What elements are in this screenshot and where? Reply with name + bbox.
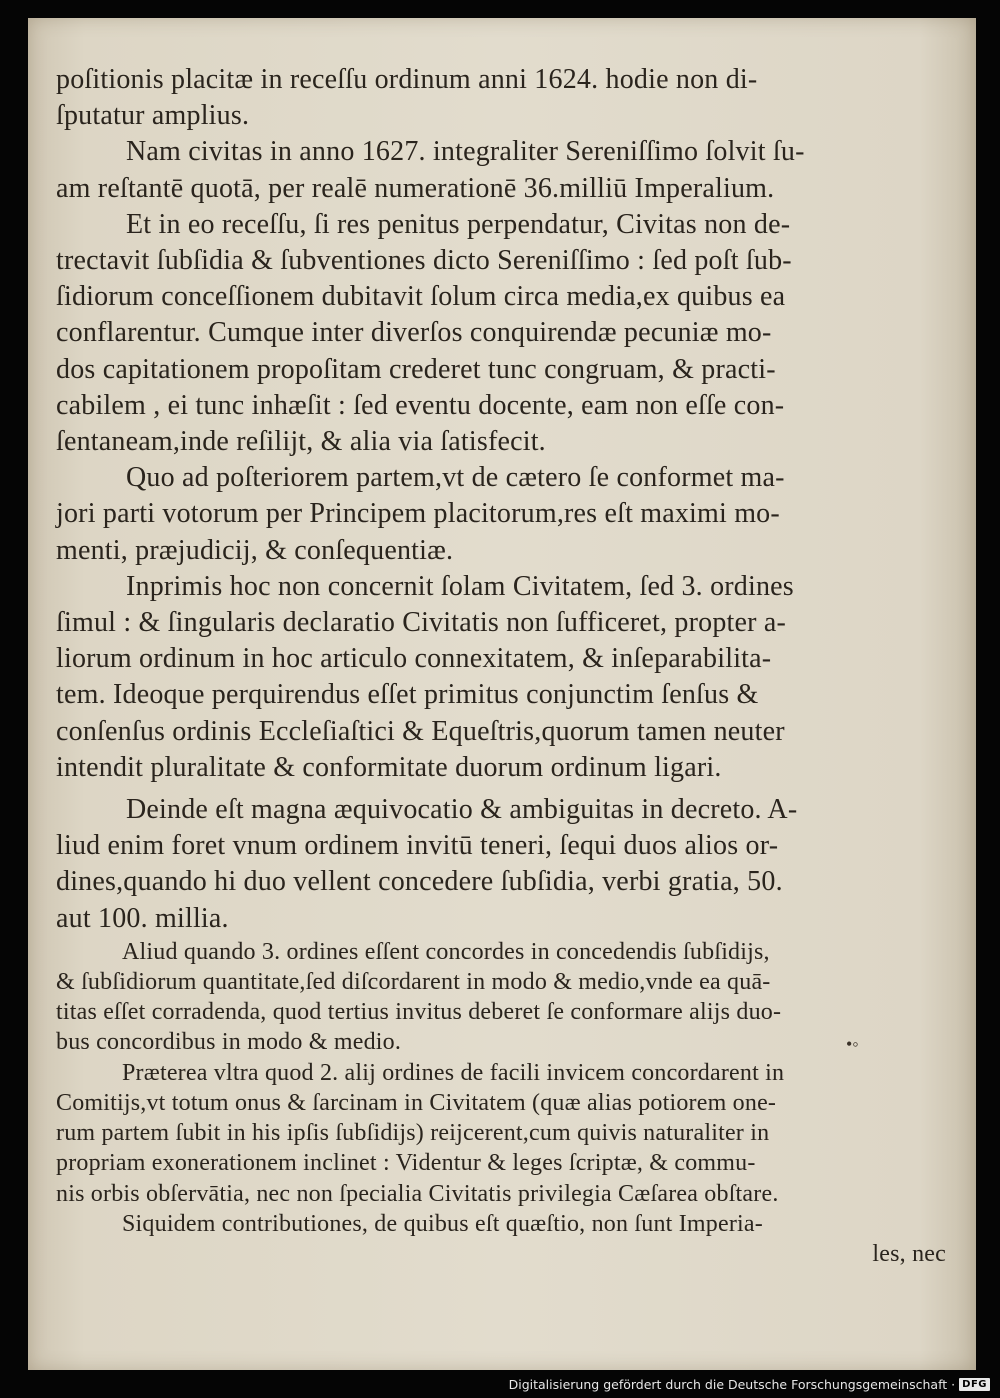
- text-line: Inprimis hoc non concernit ſolam Civitatem, ſed 3. ordines: [126, 570, 794, 602]
- text-line: ſputatur amplius.: [56, 100, 250, 132]
- text-line: conſenſus ordinis Eccleſiaſtici & Equeſtris,quorum tamen neuter: [56, 715, 785, 747]
- text-line: titas eſſet corradenda, quod tertius invitus deberet ſe conformare alijs duo-: [56, 999, 782, 1026]
- book-page: [28, 18, 976, 1370]
- text-line: nis orbis obſervātia, nec non ſpecialia Civitatis privilegia Cæſarea obſtare.: [56, 1180, 779, 1207]
- text-line: cabilem , ei tunc inhæſit : ſed eventu docente, eam non eſſe con-: [56, 389, 785, 421]
- text-line: ſimul : & ſingularis declaratio Civitatis non ſufficeret, propter a-: [56, 607, 787, 639]
- text-line: Aliud quando 3. ordines eſſent concordes in concedendis ſubſidijs,: [122, 938, 770, 965]
- text-line: bus concordibus in modo & medio.: [56, 1029, 402, 1056]
- text-line: liorum ordinum in hoc articulo connexitatem, & inſeparabilita-: [56, 643, 772, 675]
- text-line: ſidiorum conceſſionem dubitavit ſolum circa media,ex quibus ea: [56, 281, 786, 313]
- text-line: Quo ad poſteriorem partem,vt de cætero ſe conformet ma-: [126, 462, 785, 494]
- text-line: Et in eo receſſu, ſi res penitus perpendatur, Civitas non de-: [126, 208, 791, 240]
- text-line: rum partem ſubit in his ipſis ſubſidijs) reijcerent,cum quivis naturaliter in: [56, 1120, 770, 1147]
- text-line: ſentaneam,inde reſilijt, & alia via ſatisfecit.: [56, 426, 546, 458]
- credit-text: Digitalisierung gefördert durch die Deutsche Forschungsgemeinschaft: [508, 1376, 948, 1392]
- text-line: Præterea vltra quod 2. alij ordines de facili invicem concordarent in: [122, 1059, 785, 1086]
- text-line: Deinde eſt magna æquivocatio & ambiguitas in decreto. A-: [126, 794, 798, 826]
- text-line: & ſubſidiorum quantitate,ſed diſcordarent in modo & medio,vnde ea quā-: [56, 969, 771, 996]
- text-line: conflarentur. Cumque inter diverſos conquirendæ pecuniæ mo-: [56, 317, 772, 349]
- catchword: les, nec: [872, 1240, 946, 1267]
- text-line: menti, præjudicij, & conſequentiæ.: [56, 534, 454, 566]
- text-line: trectavit ſubſidia & ſubventiones dicto Sereniſſimo : ſed poſt ſub-: [56, 245, 792, 277]
- text-line: dines,quando hi duo vellent concedere ſubſidia, verbi gratia, 50.: [56, 866, 783, 898]
- ink-blot: •◦: [846, 1034, 859, 1054]
- digitization-credit: [509, 1374, 990, 1394]
- text-line: tem. Ideoque perquirendus eſſet primitus conjunctim ſenſus &: [56, 679, 759, 711]
- text-line: liud enim foret vnum ordinem invitū teneri, ſequi duos alios or-: [56, 830, 779, 862]
- dfg-logo: DFG: [959, 1378, 990, 1391]
- text-line: Nam civitas in anno 1627. integraliter Sereniſſimo ſolvit ſu-: [126, 136, 805, 168]
- text-line: dos capitationem propoſitam crederet tunc congruam, & practi-: [56, 353, 776, 385]
- page-text: [56, 62, 946, 1269]
- text-line: Siquidem contributiones, de quibus eſt quæſtio, non ſunt Imperia-: [122, 1210, 763, 1237]
- separator-dot: ·: [951, 1376, 956, 1392]
- text-line: poſitionis placitæ in receſſu ordinum anni 1624. hodie non di-: [56, 64, 758, 95]
- text-line: am reſtantē quotā, per realē numerationē 36.milliū Imperalium.: [56, 172, 775, 204]
- text-line: intendit pluralitate & conformitate duorum ordinum ligari.: [56, 751, 722, 783]
- text-line: jori parti votorum per Principem placitorum,res eſt maximi mo-: [56, 498, 780, 530]
- text-line: Comitijs,vt totum onus & ſarcinam in Civitatem (quæ alias potiorem one-: [56, 1089, 777, 1116]
- text-line: propriam exonerationem inclinet : Videntur & leges ſcriptæ, & commu-: [56, 1150, 756, 1177]
- text-line: aut 100. millia.: [56, 902, 229, 934]
